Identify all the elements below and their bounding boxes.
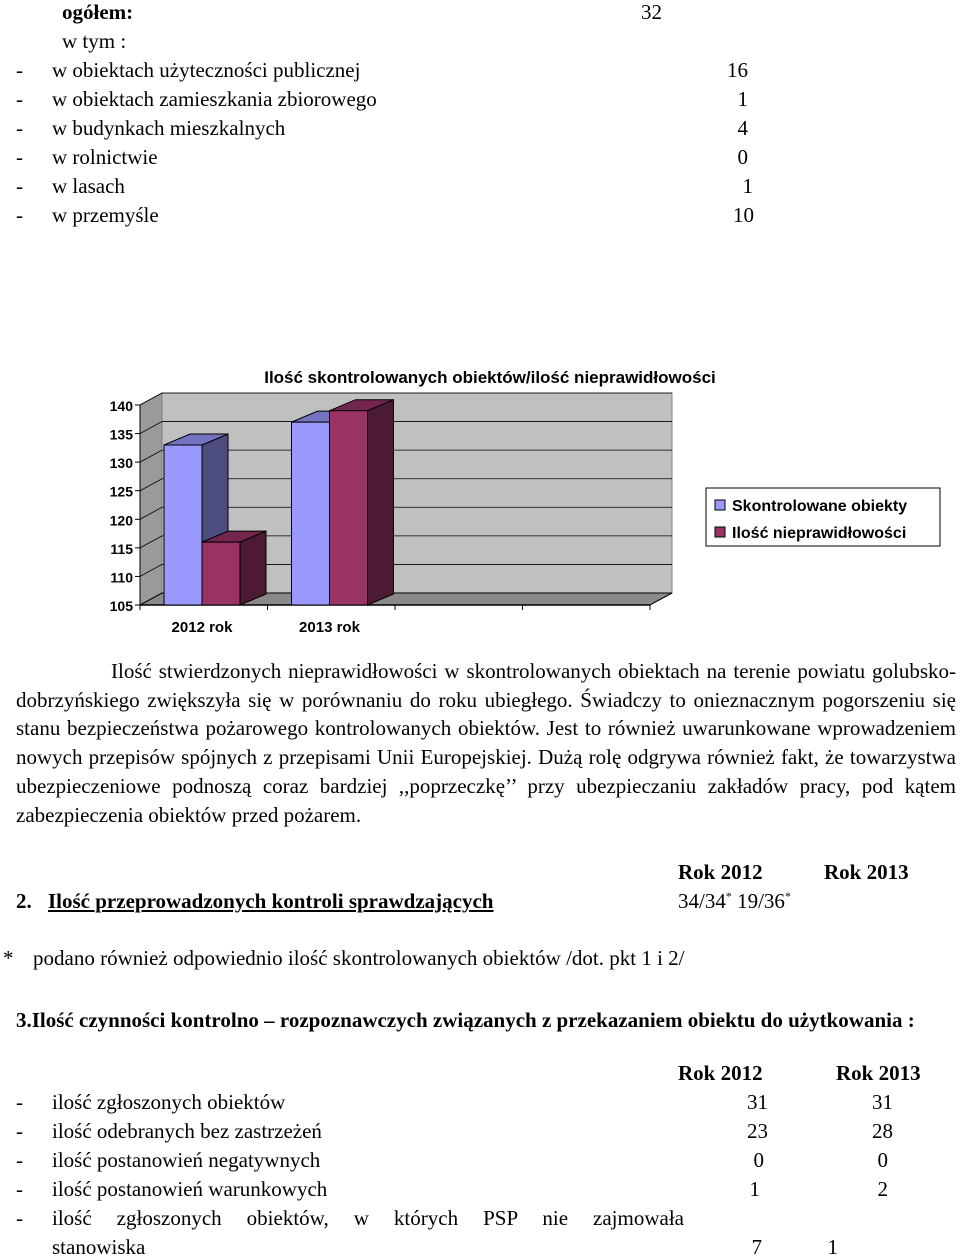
dash: - <box>16 1206 23 1230</box>
bar-side <box>368 400 394 605</box>
row-label: ilość zgłoszonych obiektów <box>52 1090 286 1114</box>
table-row <box>0 1150 960 1174</box>
s2-mark-2013: * <box>784 889 791 903</box>
table-row <box>0 1092 960 1116</box>
list-item-value: 4 <box>737 116 748 140</box>
row-value-2013: 31 <box>872 1090 893 1114</box>
dash: - <box>16 116 23 140</box>
s3-title: 3.Ilość czynności kontrolno – rozpoznawczych związanych z przekazaniem obiektu do użytkowania : <box>16 1008 915 1032</box>
total-value: 32 <box>641 0 662 24</box>
y-tick-label: 130 <box>109 455 133 472</box>
row-value-2013: 2 <box>877 1177 888 1201</box>
dash: - <box>16 87 23 111</box>
list-item-label: w budynkach mieszkalnych <box>52 116 286 140</box>
legend-label: Ilość nieprawidłowości <box>732 525 907 542</box>
y-tick-label: 120 <box>109 512 133 529</box>
y-tick-label: 105 <box>109 598 133 614</box>
s2-values <box>678 891 791 912</box>
list-item-label: w lasach <box>52 174 125 198</box>
x-axis-labels <box>172 619 361 636</box>
list-item-label: w obiektach użyteczności publicznej <box>52 58 361 82</box>
dash: - <box>16 203 23 227</box>
list-item-value: 1 <box>742 174 753 198</box>
table-row <box>0 1208 960 1232</box>
row-value-2012: 1 <box>749 1177 760 1201</box>
bar-front <box>292 422 330 605</box>
s3-header-2013: Rok 2013 <box>836 1061 921 1085</box>
footnote-text: podano również odpowiednio ilość skontrolowanych obiektów /dot. pkt 1 i 2/ <box>33 946 685 970</box>
row-value-2012: 7 <box>751 1235 762 1259</box>
s2-value-2013: 19/36 <box>737 889 785 913</box>
list-item <box>0 89 960 113</box>
dash: - <box>16 58 23 82</box>
dash: - <box>16 145 23 169</box>
s2-mark-2012: * <box>725 889 732 903</box>
row-value-2013: 28 <box>872 1119 893 1143</box>
list-item <box>0 118 960 142</box>
table-row <box>0 1179 960 1203</box>
list-item-label: w rolnictwie <box>52 145 158 169</box>
row-label-line2: stanowiska <box>52 1235 146 1259</box>
row-label-line1: ilość zgłoszonych obiektów, w których PSP nie zajmowała <box>52 1206 684 1230</box>
y-tick-label: 110 <box>110 569 133 586</box>
list-item <box>0 176 960 200</box>
y-tick-label: 135 <box>109 426 133 443</box>
s2-label: Ilość przeprowadzonych kontroli sprawdzających <box>48 889 494 913</box>
dash: - <box>16 1148 23 1172</box>
footnote-mark: * <box>3 946 14 970</box>
chart-title: Ilość skontrolowanych obiektów/ilość nieprawidłowości <box>264 368 716 387</box>
legend-label: Skontrolowane obiekty <box>732 498 908 515</box>
list-item-value: 16 <box>727 58 748 82</box>
row-value-2012: 0 <box>753 1148 764 1172</box>
table-row-continued <box>0 1235 960 1259</box>
bar-side <box>240 531 266 605</box>
bar-front <box>330 411 368 605</box>
x-tick-label: 2013 rok <box>299 619 360 636</box>
summary-paragraph <box>16 657 956 829</box>
intro-text: w tym : <box>62 29 127 53</box>
dash: - <box>16 1119 23 1143</box>
chart-side-wall <box>140 393 162 605</box>
list-item <box>0 60 960 84</box>
row-value-2012: 23 <box>747 1119 768 1143</box>
bar-front <box>202 542 240 605</box>
bar-chart <box>90 355 950 645</box>
y-tick-label: 115 <box>110 540 133 557</box>
row-label: ilość postanowień negatywnych <box>52 1148 321 1172</box>
dash: - <box>16 1177 23 1201</box>
row-label: ilość postanowień warunkowych <box>52 1177 328 1201</box>
row-value-2013: 0 <box>877 1148 888 1172</box>
dash: - <box>16 174 23 198</box>
total-label: ogółem: <box>62 0 134 24</box>
table-row <box>0 1121 960 1145</box>
legend-swatch <box>715 527 725 537</box>
chart-legend <box>706 488 940 546</box>
list-item-label: w przemyśle <box>52 203 159 227</box>
s2-header-2013: Rok 2013 <box>824 860 909 884</box>
s2-header-2012: Rok 2012 <box>678 860 763 884</box>
y-tick-label: 125 <box>109 483 133 500</box>
list-item <box>0 205 960 229</box>
s2-value-2012: 34/34 <box>678 889 726 913</box>
list-item-value: 1 <box>737 87 748 111</box>
list-item-value: 10 <box>733 203 754 227</box>
row-value-2012: 31 <box>747 1090 768 1114</box>
list-item <box>0 147 960 171</box>
legend-swatch <box>715 500 725 510</box>
list-item-value: 0 <box>737 145 748 169</box>
list-item-label: w obiektach zamieszkania zbiorowego <box>52 87 377 111</box>
dash: - <box>16 1090 23 1114</box>
s3-header-2012: Rok 2012 <box>678 1061 763 1085</box>
bar-front <box>164 445 202 605</box>
paragraph-text: Ilość stwierdzonych nieprawidłowości w skontrolowanych obiektach na terenie powiatu golubsko-dobrzyńskiego zwiększyła się w porównaniu do roku ubiegłego. Świadczy to onieznacznym pogorszeniu się stanu bezpieczeństwa pożarowego kontrolowanych obiektów. Jest to również uwarunkowane wprowadzeniem nowych przepisów spójnych z przepisami Unii Europejskiej. Dużą rolę odgrywa również fakt, że towarzystwa ubezpieczeniowe podnoszą coraz bardziej ,,poprzeczkę’’ przy ubezpieczaniu zakładów pracy, pod kątem zabezpieczenia obiektów przed pożarem. <box>16 659 956 827</box>
s2-number: 2. <box>16 889 32 913</box>
y-tick-label: 140 <box>109 398 133 414</box>
x-tick-label: 2012 rok <box>171 619 233 636</box>
row-value-2013: 1 <box>827 1235 838 1259</box>
row-label: ilość odebranych bez zastrzeżeń <box>52 1119 322 1143</box>
